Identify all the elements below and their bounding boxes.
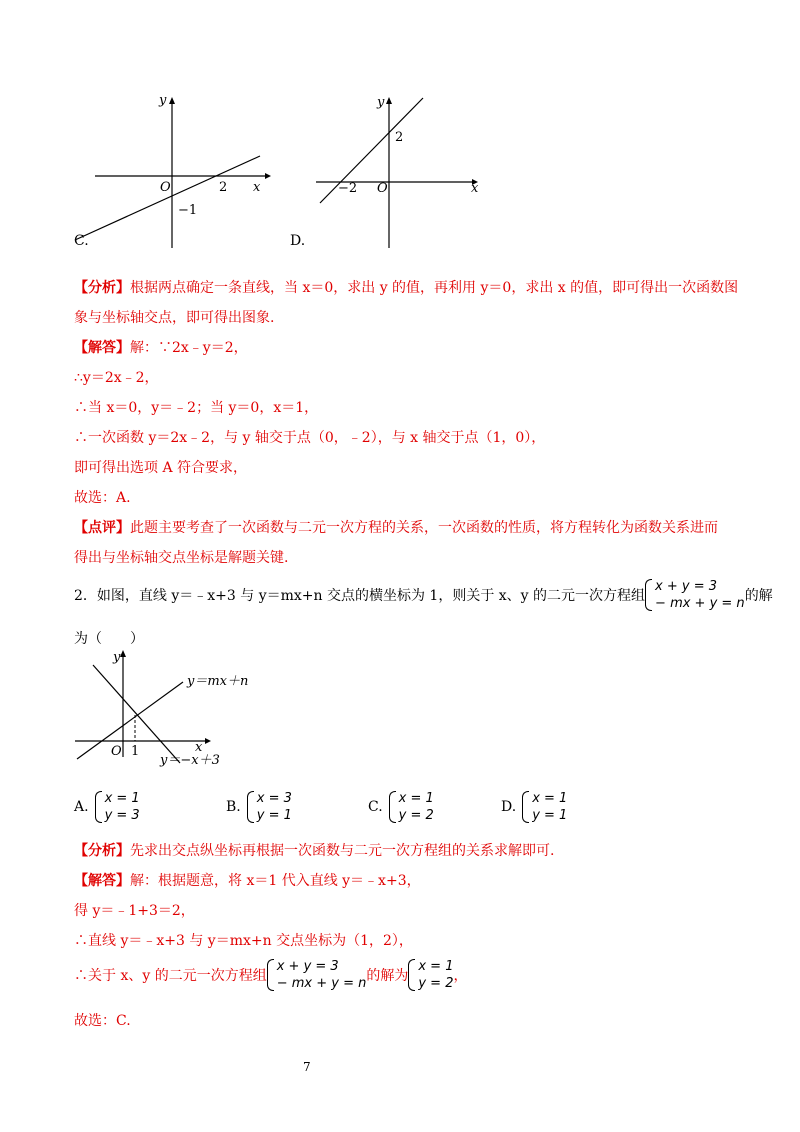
- q1-answer-line2: ∴y＝2x﹣2，: [74, 370, 159, 386]
- y-tick-label: 2: [395, 130, 404, 145]
- q1-analysis-line2: 象与坐标轴交点，即可得出图象.: [74, 310, 275, 326]
- q2-stem-line2: 为（ ）: [74, 631, 144, 647]
- y-axis-label: y: [113, 650, 121, 665]
- q1-analysis-line1: 【分析】根据两点确定一条直线，当 x＝0，求出 y 的值，再利用 y＝0，求出 x 的值，即可得出一次函数图: [74, 280, 739, 296]
- y-axis-label: y: [377, 95, 385, 110]
- origin-label: O: [160, 180, 171, 195]
- y-axis-label: y: [159, 93, 167, 108]
- q1-answer-line3: ∴当 x＝0，y＝﹣2；当 y＝0，x＝1，: [74, 400, 319, 416]
- option-c-label: C.: [74, 233, 89, 249]
- function-line: [75, 156, 260, 240]
- q1-comment-line1: 【点评】此题主要考查了一次函数与二元一次方程的关系，一次函数的性质，将方程转化为函数关系进而: [74, 520, 718, 536]
- q2-option-b: B. x = 3 y = 1: [226, 791, 292, 823]
- q2-stem-line1: 2．如图，直线 y＝﹣x+3 与 y＝mx+n 交点的横坐标为 1，则关于 x、y 的二元一次方程组 x + y = 3 − mx + y = n 的解: [74, 579, 773, 611]
- q2-answer-line1: 【解答】解：根据题意，将 x＝1 代入直线 y＝﹣x+3，: [74, 873, 421, 889]
- x-tick-label: 2: [219, 180, 228, 195]
- q2-equation-system: x + y = 3 − mx + y = n: [645, 578, 745, 612]
- x-axis-label: x: [253, 180, 261, 195]
- x-arrow: [205, 738, 211, 744]
- line-mx-plus-n: [77, 682, 183, 759]
- x-arrow: [265, 173, 271, 179]
- q2-analysis: 【分析】先求出交点纵坐标再根据一次函数与二元一次方程组的关系求解即可.: [74, 843, 555, 859]
- q2-option-d: D. x = 1 y = 1: [501, 791, 568, 823]
- graph-option-c: [60, 90, 280, 255]
- option-d-label: D.: [290, 233, 306, 249]
- y-arrow: [120, 650, 126, 657]
- q2-graph: [65, 645, 285, 775]
- x-axis-label: x: [471, 181, 479, 196]
- graph-option-d: [300, 90, 500, 255]
- q2-answer-line3: ∴直线 y＝﹣x+3 与 y＝mx+n 交点坐标为（1，2），: [74, 933, 413, 949]
- q2-option-c: C. x = 1 y = 2: [368, 791, 434, 823]
- q1-answer-line6: 故选：A.: [74, 490, 131, 506]
- origin-label: O: [111, 744, 122, 759]
- q2-answer-line5: 故选：C.: [74, 1013, 131, 1029]
- y-arrow: [386, 97, 392, 104]
- y-arrow: [169, 97, 175, 104]
- function-line: [320, 98, 423, 203]
- q1-answer-line4: ∴一次函数 y＝2x﹣2，与 y 轴交于点（0，﹣2），与 x 轴交于点（1，0），: [74, 430, 546, 446]
- q1-comment-line2: 得出与坐标轴交点坐标是解题关键.: [74, 550, 289, 566]
- y-tick-label: −1: [178, 203, 198, 218]
- origin-label: O: [377, 181, 388, 196]
- q2-option-a: A. x = 1 y = 3: [74, 791, 140, 823]
- page-number: 7: [303, 1060, 311, 1074]
- q2-answer-line2: 得 y＝﹣1+3＝2，: [74, 903, 195, 919]
- q1-answer-line1: 【解答】解：∵2x﹣y＝2，: [74, 340, 248, 356]
- x-tick-label: −2: [338, 181, 358, 196]
- q2-answer-line4: ∴关于 x、y 的二元一次方程组 x + y = 3 − mx + y = n 的解为 x = 1 y = 2 ，: [74, 959, 468, 991]
- q1-answer-line5: 即可得出选项 A 符合要求，: [74, 460, 248, 476]
- x-axis-label: x: [195, 740, 203, 755]
- x-tick-label: 1: [131, 744, 140, 759]
- line1-label: y＝mx＋n: [187, 674, 249, 689]
- line2-label: y＝−x＋3: [160, 753, 220, 768]
